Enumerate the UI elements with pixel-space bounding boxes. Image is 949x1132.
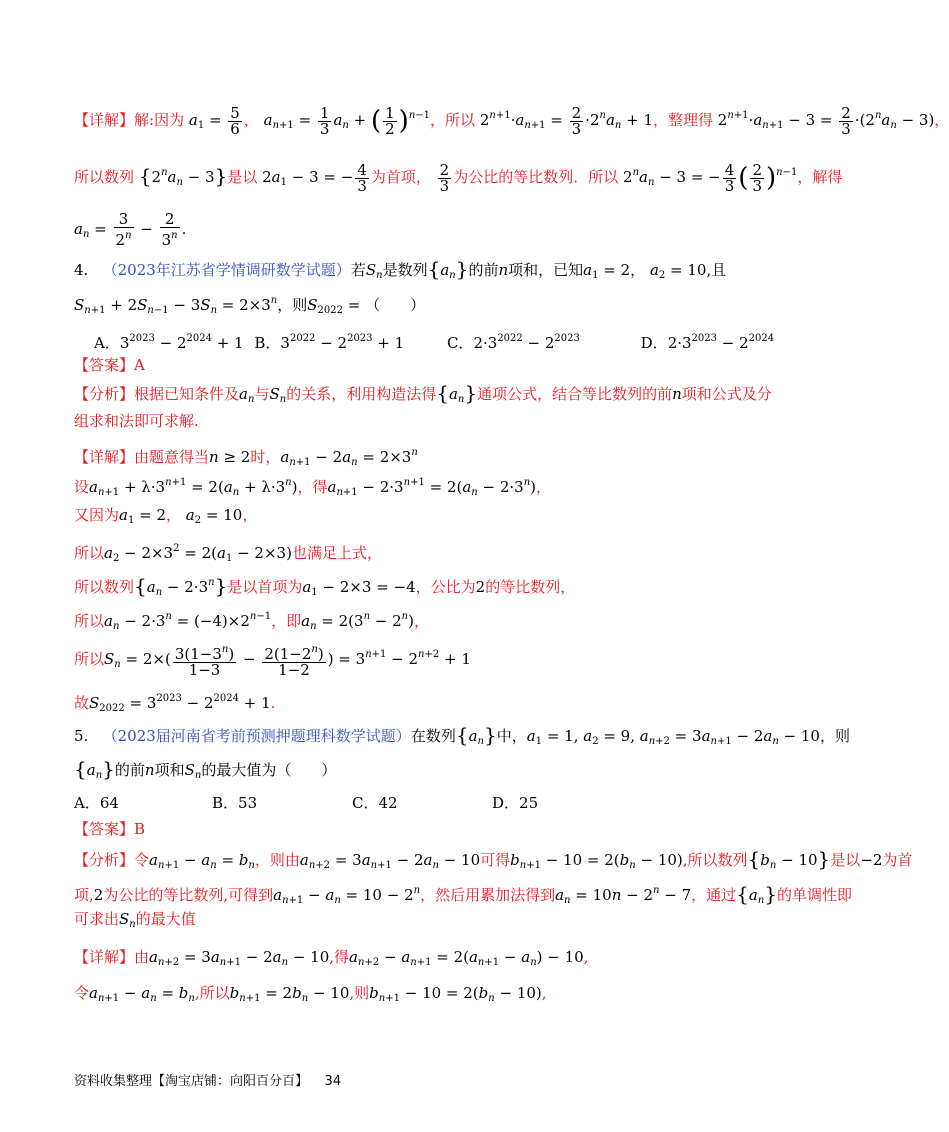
q4-option-a: A．$3^{2023} - 2^{2024} + 1$ [94,333,244,352]
q4-detail-line-1: 【详解】由题意得当n ≥ 2时，$a_{n+1} - 2a_n = 2\times 3^n$ [74,447,418,468]
q4-option-b: B．$3^{2022} - 2^{2023} + 1$ [254,333,405,352]
q5-analysis-line-3: 可求出$S_n$的最大值 [74,910,196,930]
q5-option-c: C．42 [352,794,398,812]
q4-source: （2023年江苏省学情调研数学试题） [102,261,351,279]
q4-detail-line-3: 又因为$a_1 = 2$， $a_2 = 10$， [74,506,258,526]
detail-line-1: 【详解】解:因为 $a_1$ = $\frac{5}{6}$ ， $a_{n+1}$ = $\frac{1}{3}$ $a_n$ + ( $\frac{1}{2}$ )$^{n-1}$，所以 $2^{n+1}\cdot a_{n+1}$ = $\frac{2}{3}$ $\cdot 2^na_n + 1$，整理得 $2^{n+1}\cdot a_{n+1} - 3$ = $\frac{2}{3}$ $\cdot(2^na_n - 3)$， [74,103,949,138]
detail-label: 【详解】 [74,111,135,129]
q5-detail-line-1: 【详解】由$a_{n+2} = 3a_{n+1} - 2a_n - 10$,得$a_{n+2} - a_{n+1} = 2(a_{n+1} - a_n) - 10$, [74,948,589,968]
page-number: 34 [324,1074,342,1089]
q4-detail-line-7: 所以$S_n = 2\times$( $\frac{3(1-3^n)}{1-3}$ − $\frac{2(1-2^n)}{1-2}$ ) = $3^{n+1} - 2^{n+2} + 1$ [74,644,471,679]
fraction: $\frac{5}{6}$ [230,103,240,138]
q4-stem-line-2: $S_{n+1} + 2S_{n-1} - 3S_n = 2\times 3^n$，则$S_{2022}$ = （ ） [74,295,426,316]
q5-options [74,790,760,816]
q4-option-d: D．$2\cdot 3^{2023} - 2^{2024}$ [640,333,775,352]
q5-detail-line-2: 令$a_{n+1} - a_n = b_n$,所以$b_{n+1} = 2b_n - 10$,则$b_{n+1} - 10 = 2(b_n - 10)$, [74,984,547,1004]
q5-analysis-line-1: 【分析】令$a_{n+1} - a_n = b_n$，则由$a_{n+2} = 3a_{n+1} - 2a_n - 10$可得$b_{n+1} - 10 = 2(b_n - 10)$,所以数列$\{b_n - 10\}$是以−2为首 [74,847,913,871]
q5-option-d: D．25 [492,794,539,812]
q5-source: （2023届河南省考前预测押题理科数学试题） [102,727,411,745]
q5-stem-line-2: $\{a_n\}$的前n项和$S_n$的最大值为（ ） [74,757,337,781]
q4-detail-line-8: 故$S_{2022} = 3^{2023} - 2^{2024} + 1$. [74,693,276,714]
q4-detail-line-2: 设$a_{n+1} + \lambda\cdot 3^{n+1} = 2(a_n + \lambda\cdot 3^n)$，得$a_{n+1} - 2\cdot 3^{n+1} = 2(a_n - 2\cdot 3^n)$， [74,477,552,498]
q4-detail-line-4: 所以$a_2 - 2\times 3^2 = 2(a_1 - 2\times 3)$也满足上式， [74,543,382,564]
q4-number: 4. [74,261,89,279]
detail-line-3: $a_n$ = $\frac{3}{2^n}$ − $\frac{2}{3^n}$ . [74,210,187,249]
q5-option-a: A．64 [74,794,119,812]
q4-detail-line-5: 所以数列$\{a_n - 2\cdot 3^n\}$是以首项为$a_1 - 2\times 3 = -4$，公比为2的等比数列， [74,574,576,598]
q4-detail-line-6: 所以$a_n - 2\cdot 3^n = (-4)\times 2^{n-1}$，即$a_n = 2(3^n - 2^n)$， [74,611,429,632]
q4-analysis-line-2: 组求和法即可求解. [74,412,199,430]
q5-answer: 【答案】B [74,820,146,838]
q4-stem-line-1: 4. （2023年江苏省学情调研数学试题）若$S_n$是数列$\{a_n\}$的前n项和，已知$a_1 = 2$， $a_2 = 10$,且 [74,257,727,281]
q5-analysis-line-2: 项,2为公比的等比数列,可得到$a_{n+1} - a_n = 10 - 2^n$，然后用累加法得到$a_n = 10n - 2^n - 7$，通过$\{a_n\}$的单调性即 [74,882,853,906]
q5-option-b: B．53 [212,794,258,812]
q4-analysis-line-1: 【分析】根据已知条件及$a_n$与$S_n$的关系，利用构造法得$\{a_n\}$通项公式，结合等比数列的前n项和公式及分 [74,381,772,405]
page-footer [74,1070,341,1089]
q5-stem-line-1: 5. （2023届河南省考前预测押题理科数学试题）在数列$\{a_n\}$中，$a_1 = 1$, $a_2 = 9$, $a_{n+2} = 3a_{n+1} - 2a_n - 10$，则 [74,723,850,747]
footer-text: 资料收集整理【淘宝店铺：向阳百分百】 [74,1074,309,1089]
q4-answer: 【答案】A [74,356,145,374]
detail-line-2: 所以数列 $\{2^na_n - 3\}$是以 $2a_1 - 3$ = − $\frac{4}{3}$ 为首项， $\frac{2}{3}$ 为公比的等比数列．所以 $2^na_n - 3$ = − $\frac{4}{3}$ ( $\frac{2}{3}$ )$^{n-1}$，解得 [74,160,843,195]
q5-number: 5. [74,727,89,745]
q4-option-c: C．$2\cdot 3^{2022} - 2^{2023}$ [446,333,580,352]
